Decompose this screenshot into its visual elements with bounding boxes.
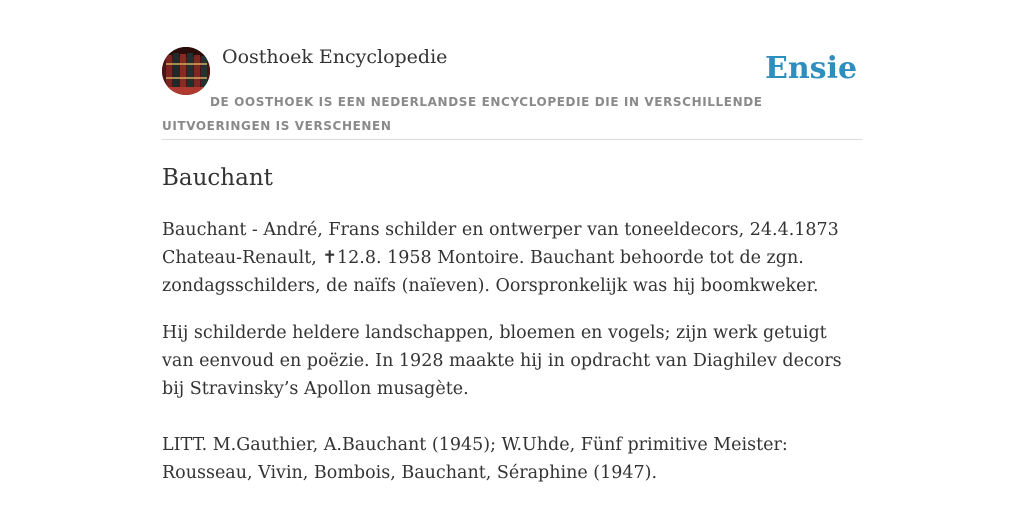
ensie-logo-link[interactable]: Ensie bbox=[765, 51, 858, 86]
header-divider bbox=[162, 139, 862, 140]
entry-title: Bauchant bbox=[162, 165, 273, 191]
entry-paragraph-work: Hij schilderde heldere landschappen, bloemen en vogels; zijn werk getuigt van eenvoud en poëzie. In 1928 maakte hij in opdracht van Diaghilev decors bij Stravinsky’s Apollon musagète. bbox=[162, 323, 842, 399]
entry-paragraph-literature: LITT. M.Gauthier, A.Bauchant (1945); W.Uhde, Fünf primitive Meister: Rousseau, Vivin, Bombois, Bauchant, Séraphine (1947). bbox=[162, 435, 788, 483]
entry-paragraph-biography: Bauchant - André, Frans schilder en ontwerper van toneeldecors, 24.4.1873 Chateau-Renault, ✝12.8. 1958 Montoire. Bauchant behoorde tot de zgn. zondagsschilders, de naïfs (naïeven). Oorspronkelijk was hij boomkweker. bbox=[162, 220, 839, 296]
site-tagline: DE OOSTHOEK IS EEN NEDERLANDSE ENCYCLOPEDIE DIE IN VERSCHILLENDE UITVOERINGEN IS VERSCHENEN bbox=[162, 95, 763, 133]
book-spines-icon bbox=[162, 47, 210, 95]
encyclopedia-avatar[interactable] bbox=[162, 47, 210, 95]
site-title-link[interactable]: Oosthoek Encyclopedie bbox=[222, 46, 448, 68]
